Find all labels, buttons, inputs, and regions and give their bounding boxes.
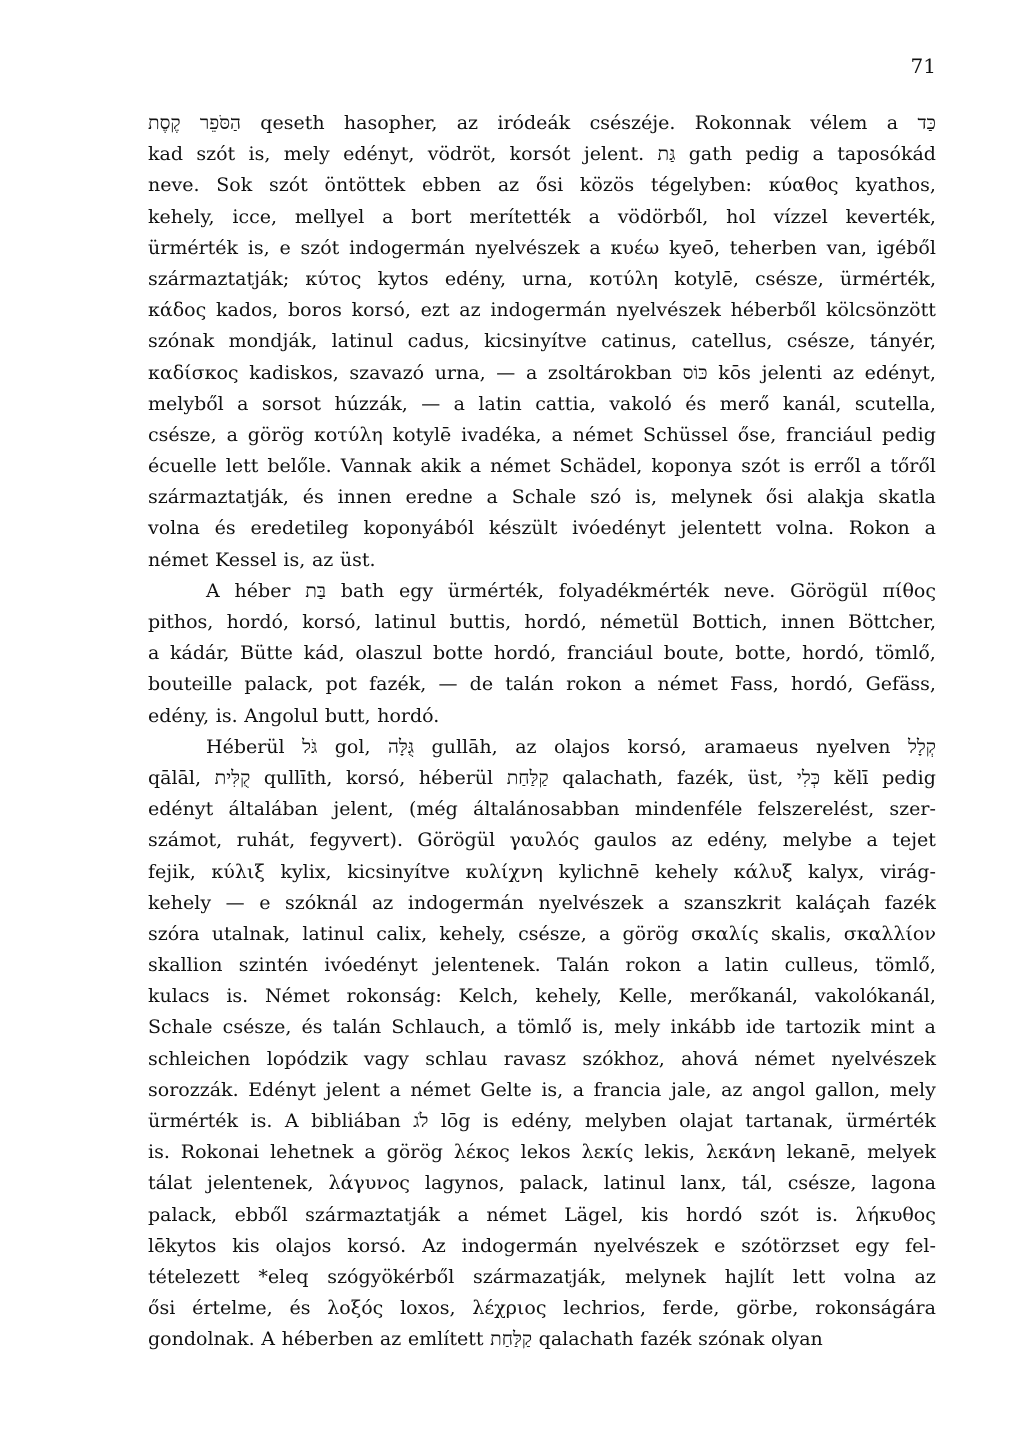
- text-line: tételezett *eleq szógyökérből származatják, melynek hajlít lett volna az: [148, 1265, 936, 1288]
- text-line: A héber בַּת bath egy ürmérték, folyadékmérték neve. Görögül πίθος: [206, 579, 936, 602]
- text-line: bouteille palack, pot fazék, — de talán rokon a német Fass, hordó, Gefäss,: [148, 673, 936, 696]
- text-line: καδίσκος kadiskos, szavazó urna, — a zsoltárokban כּוֹס kōs jelenti az edényt,: [148, 361, 936, 384]
- text-line: Schale csésze, és talán Schlauch, a tömlő is, mely inkább ide tartozik mint a: [148, 1016, 936, 1039]
- text-line: német Kessel is, az üst.: [148, 548, 376, 571]
- text-line: ürmérték is, e szót indogermán nyelvészek a κυέω kyeō, teherben van, igéből: [148, 236, 936, 259]
- text-line: ősi értelme, és λοξός loxos, λέχριος lechrios, ferde, görbe, rokonságára: [148, 1297, 936, 1320]
- text-line: Héberül גֹּל gol, גֻּלָּה gullāh, az olajos korsó, aramaeus nyelven קְלָל: [206, 735, 936, 758]
- text-line: kulacs is. Német rokonság: Kelch, kehely, Kelle, merőkanál, vakolókanál,: [148, 985, 936, 1008]
- text-line: volna és eredetileg koponyából készült ivóedényt jelentett volna. Rokon a: [148, 517, 936, 540]
- text-line: is. Rokonai lehetnek a görög λέκος lekos λεκίς lekis, λεκάνη lekanē, melyek: [148, 1141, 936, 1164]
- text-line: számot, ruhát, fegyvert). Görögül γαυλός gaulos az edény, melybe a tejet: [148, 829, 936, 852]
- text-line: palack, ebből származtatják a német Lägel, kis hordó szót is. λήκυθος: [148, 1203, 936, 1226]
- text-line: edény, is. Angolul butt, hordó.: [148, 704, 440, 727]
- text-line: szóra utalnak, latinul calix, kehely, csésze, a görög σκαλίς skalis, σκαλλίον: [148, 922, 936, 945]
- text-body: [148, 108, 936, 1356]
- text-line: edényt általában jelent, (még általánosabban mindenféle felszerelést, szer-: [148, 798, 936, 821]
- text-line: származtatják; κύτος kytos edény, urna, κοτύλη kotylē, csésze, ürmérték,: [148, 267, 936, 290]
- text-line: pithos, hordó, korsó, latinul buttis, hordó, németül Bottich, innen Böttcher,: [148, 611, 936, 633]
- text-line: neve. Sok szót öntöttek ebben az ősi közös tégelyben: κύαθος kyathos,: [148, 174, 936, 197]
- text-line: kad szót is, mely edényt, vödröt, korsót jelent. גַּת gath pedig a taposókád: [148, 143, 936, 166]
- text-line: sorozzák. Edényt jelent a német Gelte is, a francia jale, az angol gallon, mely: [148, 1078, 936, 1101]
- text-line: kehely — e szóknál az indogermán nyelvészek a szanszkrit kaláçah fazék: [148, 891, 936, 914]
- text-line: csésze, a görög κοτύλη kotylē ivadéka, a német Schüssel őse, franciául pedig: [148, 423, 936, 446]
- text-line: gondolnak. A héberben az említett קַלַּחַת qalachath fazék szónak olyan: [148, 1328, 823, 1351]
- text-line: écuelle lett belőle. Vannak akik a német Schädel, koponya szót is erről a tőről: [148, 455, 936, 478]
- text-line: a kádár, Bütte kád, olaszul botte hordó, franciául boute, botte, hordó, tömlő,: [148, 642, 936, 665]
- paragraph: [148, 732, 936, 1356]
- text-line: ürmérték is. A bibliában לֹג lōg is edény, melyben olajat tartanak, ürmérték: [148, 1110, 936, 1132]
- paragraph: [148, 108, 936, 576]
- text-line: lēkytos kis olajos korsó. Az indogermán nyelvészek e szótörzset egy fel-: [148, 1234, 936, 1257]
- text-line: skallion szintén ivóedényt jelentenek. Talán rokon a latin culleus, tömlő,: [148, 954, 936, 977]
- text-line: melyből a sorsot húzzák, — a latin cattia, vakoló és merő kanál, scutella,: [148, 392, 936, 415]
- text-line: qālāl, קֻלִּית qullīth, korsó, héberül קַלַּחַת qalachath, fazék, üst, כְּלִי kĕlī pedig: [148, 766, 936, 789]
- text-line: származtatják, és innen eredne a Schale szó is, melynek ősi alakja skatla: [148, 486, 936, 509]
- text-line: קֶסֶת הַסֹּפֵר qeseth hasopher, az iródeák csészéje. Rokonnak vélem a כַּד: [148, 112, 936, 134]
- text-line: tálat jelentenek, λάγυνος lagynos, palack, latinul lanx, tál, csésze, lagona: [148, 1172, 936, 1195]
- text-line: schleichen lopódzik vagy schlau ravasz szókhoz, ahová német nyelvészek: [148, 1047, 936, 1070]
- text-line: κάδος kados, boros korsó, ezt az indogermán nyelvészek héberből kölcsönzött: [148, 299, 936, 322]
- paragraph: [148, 576, 936, 732]
- page-number: 71: [910, 54, 936, 78]
- text-line: szónak mondják, latinul cadus, kicsinyítve catinus, catellus, csésze, tányér,: [148, 330, 936, 353]
- text-line: kehely, icce, mellyel a bort merítették a vödörből, hol vízzel keverték,: [148, 205, 936, 228]
- text-line: fejik, κύλιξ kylix, kicsinyítve κυλίχνη kylichnē kehely κάλυξ kalyx, virág-: [148, 860, 936, 883]
